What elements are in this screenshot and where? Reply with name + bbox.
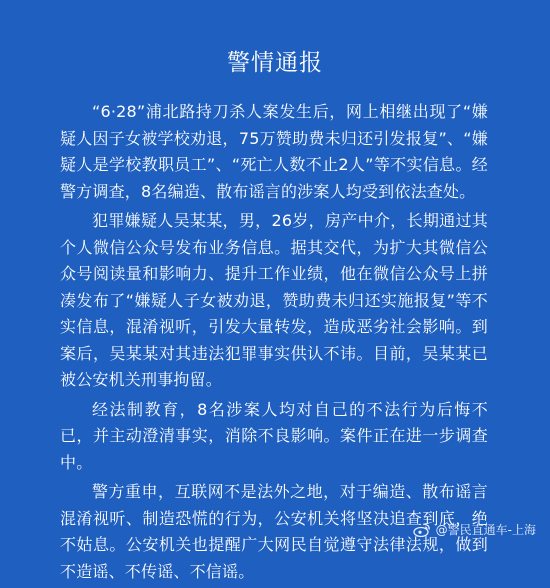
paragraph-police-statement: 警方重申，互联网不是法外之地，对于编造、散布谣言混淆视听、制造恐慌的行为，公安机关将坚决追查到底，绝不姑息。公安机关也提醒广大网民自觉遵守法律法规，做到不造谣、不传谣、不信谣。	[60, 482, 488, 581]
weibo-icon	[413, 523, 431, 537]
notice-title: 警情通报	[227, 50, 323, 76]
paragraph-rumor-summary: “6·28”浦北路持刀杀人案发生后，网上相继出现了“嫌疑人因子女被学校劝退，75万赞助费未归还引发报复”、“嫌疑人是学校教职员工”、“死亡人数不止2人”等不实信息。经警方调查，8名编造、散布谣言的涉案人均受到依法查处。	[60, 102, 488, 201]
watermark-text: @警民直通车-上海	[435, 523, 536, 537]
notice-body	[60, 99, 488, 588]
weibo-watermark	[413, 521, 536, 538]
paragraph-education-outcome: 经法制教育，8名涉案人均对自己的不法行为后悔不已，并主动澄清事实，消除不良影响。案件正在进一步调查中。	[60, 399, 488, 472]
paragraph-suspect-details: 犯罪嫌疑人吴某某，男，26岁，房产中介，长期通过其个人微信公众号发布业务信息。据其交代，为扩大其微信公众号阅读量和影响力、提升工作业绩，他在微信公众号上拼凑发布了“嫌疑人子女被劝退，赞助费未归还实施报复”等不实信息，混淆视听，引发大量转发，造成恶劣社会影响。到案后，吴某某对其违法犯罪事实供认不讳。目前，吴某某已被公安机关刑事拘留。	[60, 211, 488, 389]
